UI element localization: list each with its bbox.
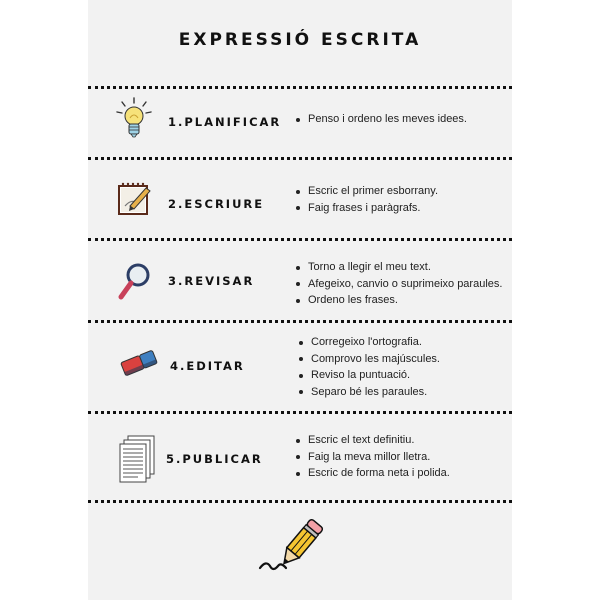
list-item: Ordeno les frases. bbox=[296, 292, 502, 309]
step-bullet-list bbox=[296, 111, 467, 128]
step-label: 5.PUBLICAR bbox=[166, 452, 263, 466]
list-item: Penso i ordeno les meves idees. bbox=[296, 111, 467, 128]
lightbulb-icon bbox=[116, 96, 152, 146]
list-item: Comprovo les majúscules. bbox=[299, 351, 440, 368]
step-bullet-list bbox=[296, 183, 438, 216]
list-item: Reviso la puntuació. bbox=[299, 367, 440, 384]
worksheet-page bbox=[88, 0, 512, 600]
list-item: Corregeixo l'ortografia. bbox=[299, 334, 440, 351]
list-item: Afegeixo, canvio o suprimeixo paraules. bbox=[296, 276, 502, 293]
page-title: EXPRESSIÓ ESCRITA bbox=[178, 30, 422, 50]
step-label: 3.REVISAR bbox=[168, 274, 255, 288]
list-item: Torno a llegir el meu text. bbox=[296, 259, 502, 276]
step-row-publicar bbox=[88, 414, 512, 500]
pencil-scribble-icon bbox=[256, 516, 328, 582]
eraser-icon bbox=[118, 345, 160, 385]
step-label: 4.EDITAR bbox=[170, 359, 245, 373]
step-bullet-list bbox=[296, 259, 502, 309]
magnifying-glass-icon bbox=[116, 261, 154, 307]
step-row-revisar bbox=[88, 241, 512, 319]
list-item: Escric el text definitiu. bbox=[296, 432, 450, 449]
step-bullet-list bbox=[296, 432, 450, 482]
step-label: 1.PLANIFICAR bbox=[168, 115, 282, 129]
divider bbox=[88, 500, 512, 503]
step-row-planificar bbox=[88, 88, 512, 156]
step-row-editar bbox=[88, 323, 512, 410]
list-item: Faig la meva millor lletra. bbox=[296, 449, 450, 466]
list-item: Faig frases i paràgrafs. bbox=[296, 200, 438, 217]
list-item: Separo bé les paraules. bbox=[299, 384, 440, 401]
list-item: Escric de forma neta i polida. bbox=[296, 465, 450, 482]
step-row-escriure bbox=[88, 160, 512, 237]
list-item: Escric el primer esborrany. bbox=[296, 183, 438, 200]
notepad-pencil-icon bbox=[116, 180, 154, 222]
step-bullet-list bbox=[299, 334, 440, 400]
step-label: 2.ESCRIURE bbox=[168, 197, 265, 211]
document-pages-icon bbox=[118, 434, 158, 488]
